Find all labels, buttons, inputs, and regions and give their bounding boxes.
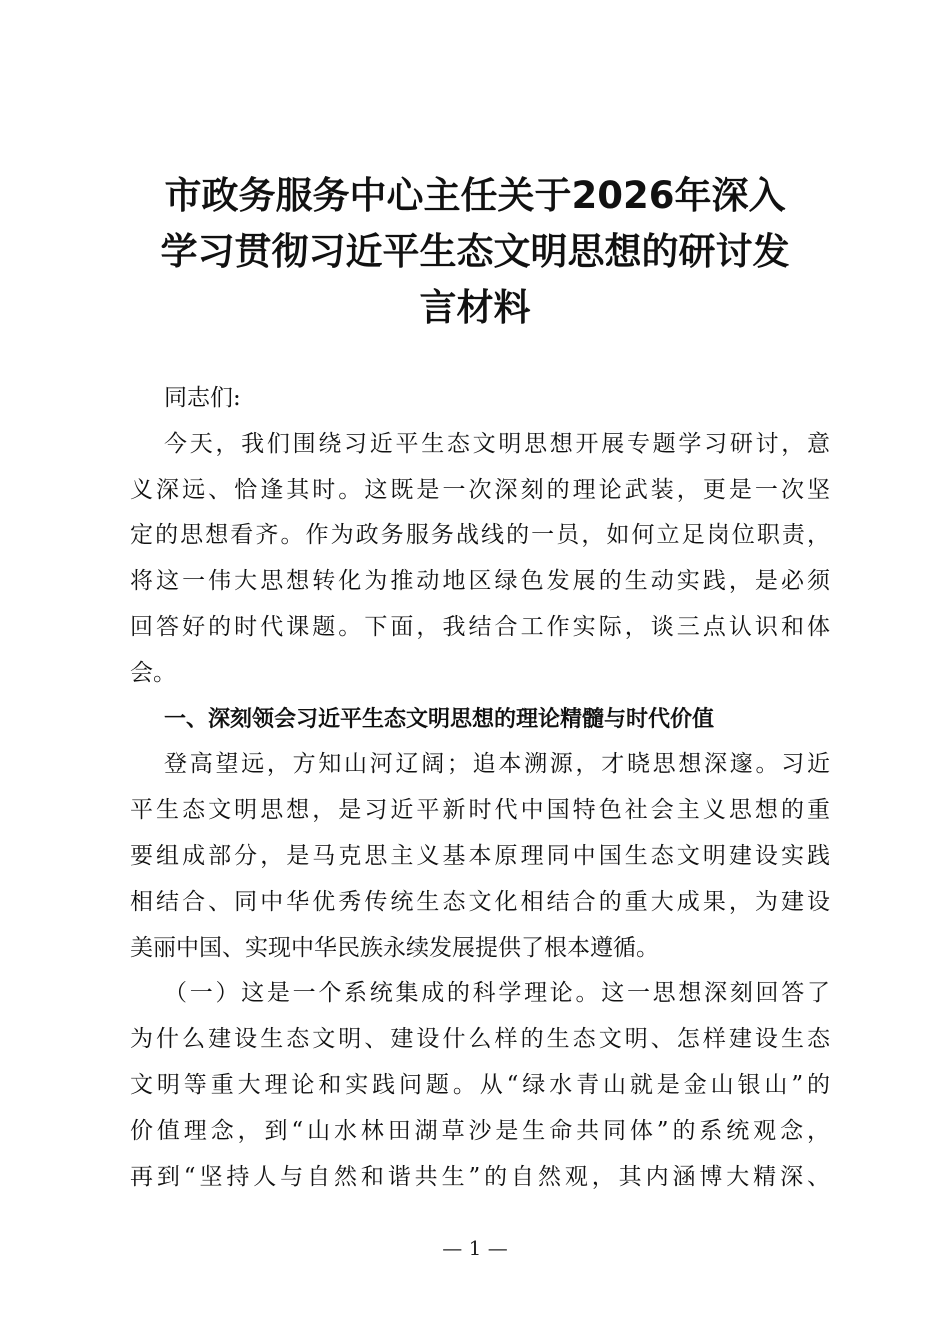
section-heading: 一、深刻领会习近平生态文明思想的理论精髓与时代价值: [164, 706, 715, 732]
text-line: 平生态文明思想，是习近平新时代中国特色社会主义思想的重: [130, 797, 830, 824]
text-line: 要组成部分，是马克思主义基本原理同中国生态文明建设实践: [130, 842, 830, 869]
text-line: 相结合、同中华优秀传统生态文化相结合的重大成果，为建设: [130, 888, 830, 915]
text-line: 会。: [130, 659, 176, 686]
paragraph-intro: [130, 422, 830, 697]
title-line: 学习贯彻习近平生态文明思想的研讨发: [160, 230, 790, 273]
text-line: 再到“坚持人与自然和谐共生”的自然观，其内涵博大精深、: [130, 1163, 830, 1190]
title-line: 言材料: [419, 286, 531, 329]
text-line: 今天，我们围绕习近平生态文明思想开展专题学习研讨，意: [164, 430, 830, 457]
text-line: 义深远、恰逢其时。这既是一次深刻的理论武装，更是一次坚: [130, 476, 830, 503]
paragraph-subsection1: [130, 971, 830, 1200]
text-line: （一）这是一个系统集成的科学理论。这一思想深刻回答了: [164, 980, 830, 1007]
text-line: 定的思想看齐。作为政务服务战线的一员，如何立足岗位职责，: [130, 522, 830, 549]
document-title: [110, 168, 840, 336]
document-body: [130, 376, 830, 1200]
salutation: 同志们:: [164, 385, 241, 411]
text-line: 文明等重大理论和实践问题。从“绿水青山就是金山银山”的: [130, 1071, 830, 1098]
text-line: 回答好的时代课题。下面，我结合工作实际，谈三点认识和体: [130, 613, 830, 640]
text-line: 登高望远，方知山河辽阔；追本溯源，才晓思想深邃。习近: [164, 751, 830, 778]
text-line: 将这一伟大思想转化为推动地区绿色发展的生动实践，是必须: [130, 568, 830, 595]
title-line: 市政务服务中心主任关于2026年深入: [164, 174, 786, 217]
paragraph-section1: [130, 742, 830, 971]
text-line: 美丽中国、实现中华民族永续发展提供了根本遵循。: [130, 934, 659, 961]
text-line: 为什么建设生态文明、建设什么样的生态文明、怎样建设生态: [130, 1026, 830, 1053]
text-line: 价值理念，到“山水林田湖草沙是生命共同体”的系统观念，: [130, 1117, 830, 1144]
page-number: — 1 —: [442, 1236, 508, 1260]
